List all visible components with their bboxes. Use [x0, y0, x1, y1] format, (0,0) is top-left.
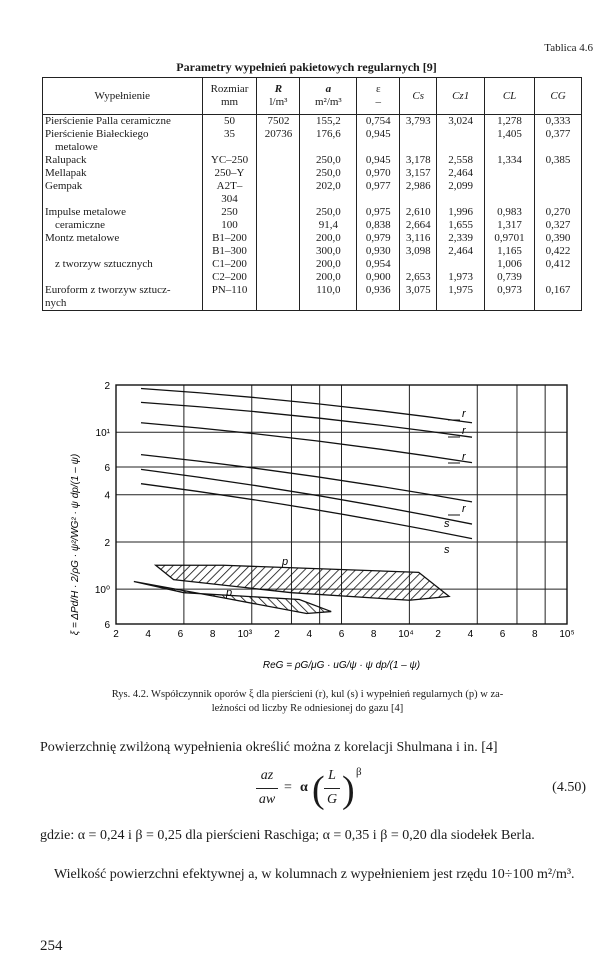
- table-cell-cl: [485, 167, 535, 180]
- table-cell-size: 304: [202, 193, 257, 206]
- table-cell-cg: [535, 271, 582, 284]
- header-size: Rozmiar mm: [202, 78, 257, 115]
- table-cell-cl: [485, 141, 535, 154]
- table-title: Parametry wypełnień pakietowych regularnych [9]: [176, 60, 437, 74]
- table-row: [43, 245, 582, 258]
- table-cell-eps: [357, 297, 400, 311]
- x-tick-label: 6: [499, 629, 506, 640]
- x-tick-label: 6: [177, 629, 184, 640]
- table-cell-cz1: 1,655: [437, 219, 485, 232]
- table-row: [43, 193, 582, 206]
- y-tick-label: 10¹: [95, 428, 110, 440]
- table-cell-name: [43, 193, 203, 206]
- header-eps: ε –: [357, 78, 400, 115]
- header-cl: CL: [485, 78, 535, 115]
- table-cell-name: nych: [43, 297, 203, 311]
- table-row: [43, 167, 582, 180]
- table-cell-eps: 0,945: [357, 154, 400, 167]
- table-cell-name: [43, 271, 203, 284]
- table-cell-R: [257, 284, 300, 297]
- table-cell-cs: 3,116: [400, 232, 437, 245]
- table-cell-name: metalowe: [43, 141, 203, 154]
- table-cell-cl: 1,334: [485, 154, 535, 167]
- x-tick-label: 6: [338, 629, 345, 640]
- table-cell-name: [43, 245, 203, 258]
- header-cz1: Cz1: [437, 78, 485, 115]
- table-cell-name: ceramiczne: [43, 219, 203, 232]
- table-cell-size: 250: [202, 206, 257, 219]
- table-cell-cg: [535, 180, 582, 193]
- curve-s: [141, 469, 472, 524]
- table-row: [43, 297, 582, 311]
- table-cell-R: [257, 154, 300, 167]
- table-cell-size: 50: [202, 115, 257, 129]
- table-cell-cs: 2,664: [400, 219, 437, 232]
- table-cell-eps: 0,754: [357, 115, 400, 129]
- table-cell-size: PN–110: [202, 284, 257, 297]
- table-cell-cz1: 3,024: [437, 115, 485, 129]
- table-cell-a: 250,0: [300, 206, 357, 219]
- x-tick-label: 4: [306, 629, 313, 640]
- table-cell-R: 7502: [257, 115, 300, 129]
- table-cell-cg: [535, 193, 582, 206]
- table-cell-eps: 0,838: [357, 219, 400, 232]
- curve-r: [141, 423, 472, 463]
- table-cell-cz1: 1,973: [437, 271, 485, 284]
- x-tick-label: 4: [145, 629, 151, 640]
- x-tick-label: 8: [532, 629, 538, 640]
- table-cell-cl: [485, 193, 535, 206]
- table-cell-cs: 2,986: [400, 180, 437, 193]
- x-tick-label: 10⁵: [559, 629, 575, 640]
- table-cell-a: 155,2: [300, 115, 357, 129]
- table-cell-R: [257, 219, 300, 232]
- table-cell-name: Gempak: [43, 180, 203, 193]
- table-row: [43, 232, 582, 245]
- table-cell-a: 200,0: [300, 271, 357, 284]
- table-cell-cs: [400, 193, 437, 206]
- curve-label-s: s: [444, 544, 450, 556]
- table-cell-R: [257, 141, 300, 154]
- table-cell-size: YC–250: [202, 154, 257, 167]
- y-tick-label: 2: [104, 381, 110, 392]
- table-cell-eps: 0,945: [357, 128, 400, 141]
- table-cell-eps: 0,900: [357, 271, 400, 284]
- table-cell-R: [257, 167, 300, 180]
- x-axis-label: ReG = ρG/μG · uG/ψ · ψ dp/(1 – ψ): [262, 660, 421, 671]
- table-cell-cl: 0,973: [485, 284, 535, 297]
- table-cell-size: [202, 297, 257, 311]
- table-cell-eps: 0,936: [357, 284, 400, 297]
- table-cell-cl: 0,983: [485, 206, 535, 219]
- table-cell-cs: 3,157: [400, 167, 437, 180]
- table-cell-a: [300, 297, 357, 311]
- table-cell-eps: 0,979: [357, 232, 400, 245]
- table-cell-cg: 0,377: [535, 128, 582, 141]
- x-tick-label: 8: [370, 629, 377, 640]
- table-cell-cz1: 2,558: [437, 154, 485, 167]
- table-cell-cg: 0,270: [535, 206, 582, 219]
- table-cell-a: [300, 141, 357, 154]
- table-row: [43, 128, 582, 141]
- table-cell-R: 20736: [257, 128, 300, 141]
- table-cell-cs: 2,653: [400, 271, 437, 284]
- y-tick-label: 6: [104, 463, 110, 475]
- page-number: 254: [40, 938, 63, 954]
- table-cell-eps: [357, 193, 400, 206]
- table-cell-name: Pierścienie Palla ceramiczne: [43, 115, 203, 129]
- region-p-upper: [156, 565, 449, 600]
- paragraph-shulman: Powierzchnię zwilżoną wypełnienia określić można z korelacji Shulmana i in. [4]: [40, 740, 498, 755]
- table-cell-cz1: [437, 128, 485, 141]
- table-cell-a: 250,0: [300, 167, 357, 180]
- table-cell-name: z tworzyw sztucznych: [43, 258, 203, 271]
- chart-curves: [141, 388, 472, 538]
- figure-caption: Rys. 4.2. Współczynnik oporów ξ dla pierścieni (r), kul (s) i wypełnień regularnych (p) w za- leżności od liczby Re odniesionej do gazu [4]: [111, 689, 504, 714]
- table-row: [43, 258, 582, 271]
- table-cell-cz1: 2,464: [437, 167, 485, 180]
- table-cell-name: Impulse metalowe: [43, 206, 203, 219]
- table-cell-size: B1–200: [202, 232, 257, 245]
- table-cell-a: 202,0: [300, 180, 357, 193]
- table-cell-name: Ralupack: [43, 154, 203, 167]
- table-cell-size: 250–Y: [202, 167, 257, 180]
- table-cell-eps: [357, 141, 400, 154]
- table-cell-cl: 0,739: [485, 271, 535, 284]
- paragraph-effective-area: Wielkość powierzchni efektywnej a, w kolumnach z wypełnieniem jest rzędu 10÷100 m²/m³.: [54, 867, 575, 882]
- header-a: a m²/m³: [300, 78, 357, 115]
- x-tick-label: 8: [209, 629, 216, 640]
- table-cell-size: [202, 141, 257, 154]
- table-cell-cg: [535, 297, 582, 311]
- table-cell-cs: [400, 128, 437, 141]
- table-cell-cl: 1,006: [485, 258, 535, 271]
- equation-4-50: az aw = α ( L G ) β (4.50): [256, 768, 586, 824]
- y-tick-label: 2: [104, 537, 110, 549]
- table-cell-a: 176,6: [300, 128, 357, 141]
- table-row: [43, 271, 582, 284]
- table-cell-size: C2–200: [202, 271, 257, 284]
- table-cell-cl: 1,165: [485, 245, 535, 258]
- table-cell-a: 300,0: [300, 245, 357, 258]
- table-cell-cl: 1,278: [485, 115, 535, 129]
- y-axis-label: ξ = ΔPd/H · 2/ρG · ψ²/WG² · ψ dp/(1 – ψ): [70, 453, 81, 636]
- table-number: Tablica 4.6: [544, 42, 593, 54]
- table-cell-eps: 0,970: [357, 167, 400, 180]
- curve-label-s: s: [444, 518, 450, 530]
- table-cell-a: 110,0: [300, 284, 357, 297]
- table-cell-a: 200,0: [300, 232, 357, 245]
- table-cell-cg: [535, 167, 582, 180]
- table-cell-cz1: [437, 141, 485, 154]
- table-cell-cz1: 1,996: [437, 206, 485, 219]
- table-cell-cs: [400, 297, 437, 311]
- table-cell-cl: [485, 180, 535, 193]
- table-cell-a: 250,0: [300, 154, 357, 167]
- table-cell-cl: 0,9701: [485, 232, 535, 245]
- table-cell-cs: 3,178: [400, 154, 437, 167]
- table-cell-R: [257, 245, 300, 258]
- table-cell-cl: 1,405: [485, 128, 535, 141]
- curve-label-r: r: [462, 451, 466, 463]
- table-cell-name: Montz metalowe: [43, 232, 203, 245]
- table-cell-size: C1–200: [202, 258, 257, 271]
- x-tick-label: 2: [274, 629, 280, 640]
- table-cell-R: [257, 232, 300, 245]
- resistance-coefficient-chart: [0, 370, 613, 688]
- table-cell-cl: 1,317: [485, 219, 535, 232]
- table-row: [43, 115, 582, 129]
- curve-label-r: r: [462, 425, 466, 437]
- y-tick-label: 6: [104, 620, 110, 631]
- table-row: [43, 284, 582, 297]
- header-R: R l/m³: [257, 78, 300, 115]
- table-cell-cg: 0,422: [535, 245, 582, 258]
- table-cell-cs: [400, 258, 437, 271]
- table-cell-cz1: [437, 193, 485, 206]
- table-cell-cl: [485, 297, 535, 311]
- x-tick-label: 4: [467, 629, 474, 640]
- table-row: [43, 180, 582, 193]
- table-cell-R: [257, 193, 300, 206]
- table-cell-R: [257, 258, 300, 271]
- table-cell-cz1: [437, 258, 485, 271]
- table-cell-cg: 0,390: [535, 232, 582, 245]
- table-cell-R: [257, 180, 300, 193]
- table-cell-cz1: 2,464: [437, 245, 485, 258]
- table-cell-cg: 0,167: [535, 284, 582, 297]
- table-row: [43, 141, 582, 154]
- x-tick-label: 2: [435, 629, 441, 640]
- table-cell-size: B1–300: [202, 245, 257, 258]
- table-cell-cs: 3,793: [400, 115, 437, 129]
- table-cell-cs: 3,075: [400, 284, 437, 297]
- table-cell-name: Mellapak: [43, 167, 203, 180]
- curve-s: [141, 484, 472, 539]
- packing-parameters-table: [42, 77, 582, 311]
- table-cell-cz1: [437, 297, 485, 311]
- table-cell-size: 100: [202, 219, 257, 232]
- x-tick-label: 10⁴: [398, 629, 414, 640]
- table-cell-a: 200,0: [300, 258, 357, 271]
- table-cell-eps: 0,930: [357, 245, 400, 258]
- table-row: [43, 154, 582, 167]
- table-cell-eps: 0,954: [357, 258, 400, 271]
- table-cell-cs: [400, 141, 437, 154]
- table-cell-cz1: 1,975: [437, 284, 485, 297]
- table-cell-size: 35: [202, 128, 257, 141]
- table-cell-eps: 0,977: [357, 180, 400, 193]
- table-cell-cg: 0,412: [535, 258, 582, 271]
- table-cell-name: Euroform z tworzyw sztucz-: [43, 284, 203, 297]
- paragraph-constants: gdzie: α = 0,24 i β = 0,25 dla pierścieni Raschiga; α = 0,35 i β = 0,20 dla siodełek Berla.: [40, 828, 535, 843]
- table-cell-cs: 3,098: [400, 245, 437, 258]
- x-tick-label: 10³: [237, 629, 253, 640]
- table-cell-cg: 0,327: [535, 219, 582, 232]
- table-row: [43, 219, 582, 232]
- table-cell-a: [300, 193, 357, 206]
- table-cell-cs: 2,610: [400, 206, 437, 219]
- chart-labels: [70, 381, 575, 671]
- header-cs: Cs: [400, 78, 437, 115]
- table-cell-cz1: 2,339: [437, 232, 485, 245]
- table-cell-cg: [535, 141, 582, 154]
- curve-label-r: r: [462, 408, 466, 420]
- header-name: Wypełnienie: [43, 78, 203, 115]
- table-cell-cz1: 2,099: [437, 180, 485, 193]
- table-cell-size: A2T–: [202, 180, 257, 193]
- curve-label-p: p: [226, 587, 233, 599]
- y-tick-label: 4: [104, 490, 110, 502]
- curve-label-r: r: [462, 503, 466, 515]
- table-cell-cg: 0,385: [535, 154, 582, 167]
- x-tick-label: 2: [113, 629, 119, 640]
- curve-label-p: p: [282, 556, 289, 568]
- table-cell-R: [257, 297, 300, 311]
- header-cg: CG: [535, 78, 582, 115]
- table-cell-R: [257, 271, 300, 284]
- y-tick-label: 10⁰: [94, 585, 110, 597]
- table-cell-a: 91,4: [300, 219, 357, 232]
- table-cell-cg: 0,333: [535, 115, 582, 129]
- table-cell-R: [257, 206, 300, 219]
- table-cell-name: Pierścienie Białeckiego: [43, 128, 203, 141]
- table-cell-eps: 0,975: [357, 206, 400, 219]
- table-row: [43, 206, 582, 219]
